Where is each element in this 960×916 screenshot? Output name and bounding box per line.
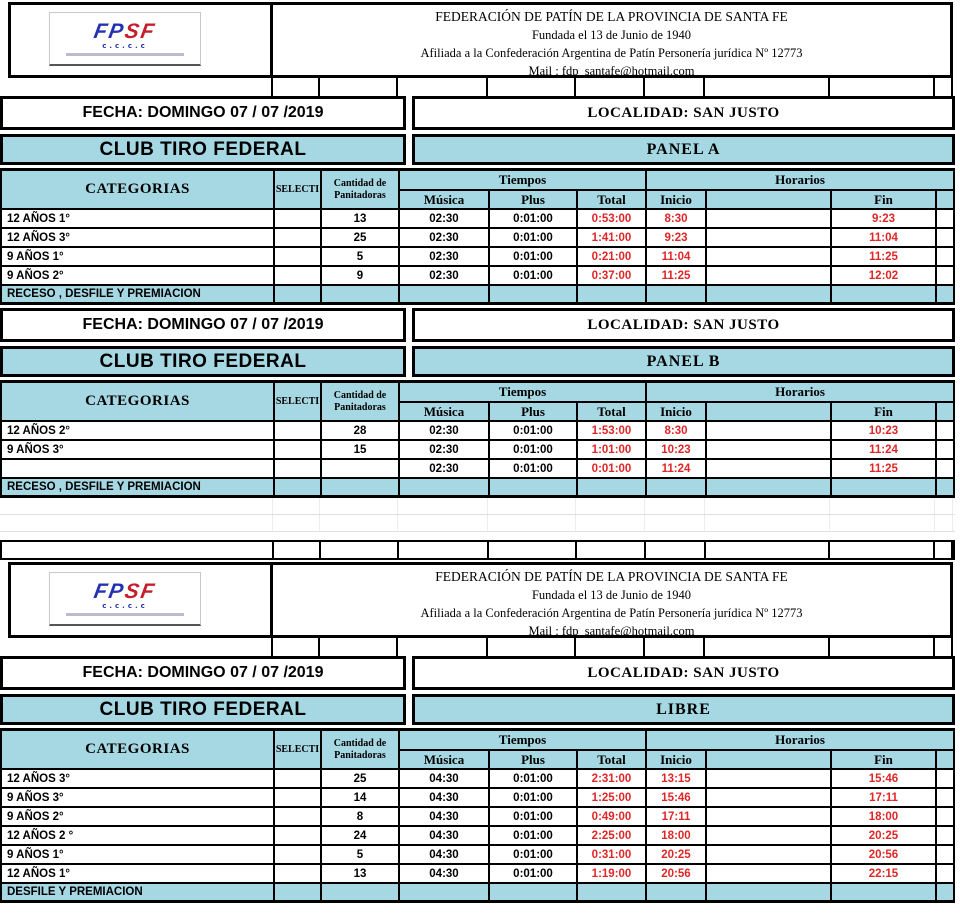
cell-blank [707, 422, 832, 439]
header-horarios: Horarios [647, 383, 955, 401]
cell-sliver [937, 229, 955, 246]
table-row [2, 248, 955, 267]
table-row [2, 865, 955, 884]
cell-fin: 10:23 [832, 422, 937, 439]
cell-musica: 02:30 [400, 229, 490, 246]
federation-header [273, 5, 950, 78]
cell-musica: 02:30 [400, 248, 490, 265]
cell-blank [707, 770, 832, 787]
section-footer-row [2, 286, 955, 305]
cell-select [275, 422, 322, 439]
cell-cantidad: 5 [322, 248, 400, 265]
cell-fin: 11:04 [832, 229, 937, 246]
cell-blank [707, 865, 832, 882]
header-select: SELECTI [275, 383, 322, 420]
founded-line: Fundada el 13 de Junio de 1940 [531, 28, 691, 42]
cell-select [275, 827, 322, 844]
cell-musica: 02:30 [400, 441, 490, 458]
panel-title: PANEL B [412, 346, 955, 377]
cell-blank [707, 789, 832, 806]
header-tiempos: Tiempos [400, 171, 647, 189]
cell-blank [707, 248, 832, 265]
affiliation-line: Afiliada a la Confederación Argentina de Patín Personería jurídica Nº 12773 [420, 46, 803, 60]
cell-plus: 0:01:00 [490, 229, 578, 246]
cell-total: 0:31:00 [578, 846, 647, 863]
header-musica: Música [400, 403, 490, 420]
cell-blank [707, 827, 832, 844]
header-fin: Fin [832, 191, 937, 208]
header-select: SELECTI [275, 731, 322, 768]
table-row [2, 267, 955, 286]
cell-total: 2:25:00 [578, 827, 647, 844]
cell-sliver [937, 789, 955, 806]
founded-line: Fundada el 13 de Junio de 1940 [531, 588, 691, 602]
cell-inicio: 8:30 [647, 422, 707, 439]
cell-blank [707, 460, 832, 477]
cell-sliver [937, 248, 955, 265]
cell-blank [707, 441, 832, 458]
cell-cantidad: 15 [322, 441, 400, 458]
section-panel-a [0, 96, 960, 305]
cell-categoria: 9 AÑOS 3° [2, 789, 275, 806]
cell-total: 1:01:00 [578, 441, 647, 458]
header-fin: Fin [832, 751, 937, 768]
schedule-table [0, 380, 955, 498]
cell-sliver [937, 441, 955, 458]
header-total: Total [578, 751, 647, 768]
footer-label: RECESO , DESFILE Y PREMIACION [2, 286, 275, 302]
cell-musica: 04:30 [400, 865, 490, 882]
cell-select [275, 229, 322, 246]
table-header [2, 731, 955, 770]
cell-fin: 12:02 [832, 267, 937, 284]
table-row [2, 789, 955, 808]
cell-categoria: 9 AÑOS 2° [2, 808, 275, 825]
cell-inicio: 20:56 [647, 865, 707, 882]
header-sliver [937, 403, 955, 420]
cell-total: 1:53:00 [578, 422, 647, 439]
cell-categoria [2, 460, 275, 477]
fpsf-logo-subtext: c.c.c.c [102, 601, 148, 610]
cell-fin: 18:00 [832, 808, 937, 825]
panel-title: PANEL A [412, 134, 955, 165]
cell-inicio: 11:25 [647, 267, 707, 284]
cell-plus: 0:01:00 [490, 827, 578, 844]
cell-inicio: 11:04 [647, 248, 707, 265]
table-row [2, 210, 955, 229]
grid-spacer-row [0, 638, 955, 656]
cell-plus: 0:01:00 [490, 422, 578, 439]
header-total: Total [578, 403, 647, 420]
cell-sliver [937, 210, 955, 227]
cell-musica: 02:30 [400, 267, 490, 284]
cell-fin: 22:15 [832, 865, 937, 882]
letterhead [8, 562, 953, 638]
cell-plus: 0:01:00 [490, 248, 578, 265]
cell-inicio: 13:15 [647, 770, 707, 787]
header-cantidad: Cantidad de Panitadoras [322, 731, 400, 768]
table-header [2, 171, 955, 210]
section-footer-row [2, 479, 955, 498]
cell-plus: 0:01:00 [490, 441, 578, 458]
header-musica: Música [400, 191, 490, 208]
cell-select [275, 789, 322, 806]
cell-categoria: 9 AÑOS 3° [2, 441, 275, 458]
affiliation-line: Afiliada a la Confederación Argentina de Patín Personería jurídica Nº 12773 [420, 606, 803, 620]
cell-cantidad: 13 [322, 865, 400, 882]
table-row [2, 460, 955, 479]
logo-cell [11, 5, 273, 75]
cell-select [275, 846, 322, 863]
header-cantidad: Cantidad de Panitadoras [322, 171, 400, 208]
club-cell: CLUB TIRO FEDERAL [0, 346, 406, 377]
cell-inicio: 17:11 [647, 808, 707, 825]
header-categorias: CATEGORIAS [2, 383, 275, 420]
mail-line: Mail : fdp_santafe@hotmail.com [528, 624, 695, 638]
cell-cantidad: 14 [322, 789, 400, 806]
section-libre [0, 656, 960, 903]
fpsf-logo-tagline [66, 613, 184, 616]
cell-fin: 11:25 [832, 460, 937, 477]
cell-categoria: 12 AÑOS 2° [2, 422, 275, 439]
cell-total: 2:31:00 [578, 770, 647, 787]
cell-blank [707, 210, 832, 227]
header-categorias: CATEGORIAS [2, 731, 275, 768]
club-cell: CLUB TIRO FEDERAL [0, 694, 406, 725]
fpsf-logo [49, 572, 201, 626]
cell-blank [707, 808, 832, 825]
table-row [2, 229, 955, 248]
cell-sliver [937, 865, 955, 882]
federation-name: FEDERACIÓN DE PATÍN DE LA PROVINCIA DE SANTA FE [435, 9, 788, 24]
letterhead [8, 2, 953, 78]
cell-plus: 0:01:00 [490, 210, 578, 227]
cell-select [275, 441, 322, 458]
table-header [2, 383, 955, 422]
cell-fin: 17:11 [832, 789, 937, 806]
cell-select [275, 808, 322, 825]
cell-categoria: 9 AÑOS 1° [2, 846, 275, 863]
cell-total: 0:21:00 [578, 248, 647, 265]
cell-cantidad: 28 [322, 422, 400, 439]
cell-total: 0:49:00 [578, 808, 647, 825]
cell-categoria: 12 AÑOS 3° [2, 770, 275, 787]
empty-spreadsheet-row [0, 498, 955, 515]
cell-sliver [937, 827, 955, 844]
federation-header [273, 565, 950, 638]
header-plus: Plus [490, 191, 578, 208]
cell-plus: 0:01:00 [490, 808, 578, 825]
footer-label: DESFILE Y PREMIACION [2, 884, 275, 900]
mail-line: Mail : fdp_santafe@hotmail.com [528, 64, 695, 78]
cell-inicio: 15:46 [647, 789, 707, 806]
fecha-cell: FECHA: DOMINGO 07 / 07 /2019 [0, 308, 406, 342]
header-tiempos: Tiempos [400, 383, 647, 401]
cell-blank [707, 267, 832, 284]
header-horarios: Horarios [647, 731, 955, 749]
cell-categoria: 9 AÑOS 2° [2, 267, 275, 284]
localidad-cell: LOCALIDAD: SAN JUSTO [412, 656, 955, 690]
cell-sliver [937, 770, 955, 787]
cell-select [275, 460, 322, 477]
cell-cantidad: 24 [322, 827, 400, 844]
cell-inicio: 20:25 [647, 846, 707, 863]
header-categorias: CATEGORIAS [2, 171, 275, 208]
cell-cantidad: 5 [322, 846, 400, 863]
fecha-cell: FECHA: DOMINGO 07 / 07 /2019 [0, 96, 406, 130]
fpsf-logo-text: FPSF [92, 19, 158, 43]
cell-blank [707, 846, 832, 863]
cell-fin: 20:25 [832, 827, 937, 844]
cell-sliver [937, 422, 955, 439]
cell-plus: 0:01:00 [490, 865, 578, 882]
header-blank [707, 191, 832, 208]
cell-total: 0:37:00 [578, 267, 647, 284]
header-blank [707, 403, 832, 420]
schedule-document [0, 2, 960, 916]
cell-musica: 04:30 [400, 770, 490, 787]
cell-fin: 11:24 [832, 441, 937, 458]
header-fin: Fin [832, 403, 937, 420]
cell-plus: 0:01:00 [490, 770, 578, 787]
cell-select [275, 267, 322, 284]
grid-spacer-row [0, 78, 955, 96]
table-row [2, 770, 955, 789]
cell-total: 1:19:00 [578, 865, 647, 882]
table-row [2, 808, 955, 827]
cell-select [275, 770, 322, 787]
cell-categoria: 12 AÑOS 3° [2, 229, 275, 246]
localidad-cell: LOCALIDAD: SAN JUSTO [412, 96, 955, 130]
cell-fin: 11:25 [832, 248, 937, 265]
cell-plus: 0:01:00 [490, 267, 578, 284]
header-sliver [937, 751, 955, 768]
empty-spreadsheet-row [0, 515, 955, 532]
cell-categoria: 9 AÑOS 1° [2, 248, 275, 265]
cell-sliver [937, 846, 955, 863]
fpsf-logo-subtext: c.c.c.c [102, 41, 148, 50]
footer-label: RECESO , DESFILE Y PREMIACION [2, 479, 275, 495]
cell-select [275, 210, 322, 227]
header-horarios: Horarios [647, 171, 955, 189]
localidad-cell: LOCALIDAD: SAN JUSTO [412, 308, 955, 342]
header-musica: Música [400, 751, 490, 768]
cell-inicio: 11:24 [647, 460, 707, 477]
cell-sliver [937, 808, 955, 825]
cell-cantidad: 25 [322, 229, 400, 246]
header-select: SELECTI [275, 171, 322, 208]
fpsf-logo [49, 12, 201, 66]
header-inicio: Inicio [647, 191, 707, 208]
cell-cantidad: 8 [322, 808, 400, 825]
cell-inicio: 18:00 [647, 827, 707, 844]
table-row [2, 441, 955, 460]
club-cell: CLUB TIRO FEDERAL [0, 134, 406, 165]
schedule-table [0, 728, 955, 903]
cell-sliver [937, 267, 955, 284]
cell-blank [707, 229, 832, 246]
cell-cantidad [322, 460, 400, 477]
cell-musica: 02:30 [400, 210, 490, 227]
header-plus: Plus [490, 751, 578, 768]
header-inicio: Inicio [647, 751, 707, 768]
section-panel-b [0, 308, 960, 498]
cell-fin: 20:56 [832, 846, 937, 863]
fpsf-logo-text: FPSF [92, 579, 158, 603]
cell-total: 0:01:00 [578, 460, 647, 477]
section-footer-row [2, 884, 955, 903]
cell-musica: 04:30 [400, 789, 490, 806]
cell-total: 1:41:00 [578, 229, 647, 246]
header-plus: Plus [490, 403, 578, 420]
cell-inicio: 10:23 [647, 441, 707, 458]
cell-categoria: 12 AÑOS 2 ° [2, 827, 275, 844]
header-sliver [937, 191, 955, 208]
header-tiempos: Tiempos [400, 731, 647, 749]
cell-categoria: 12 AÑOS 1° [2, 210, 275, 227]
cell-cantidad: 9 [322, 267, 400, 284]
cell-categoria: 12 AÑOS 1° [2, 865, 275, 882]
cell-plus: 0:01:00 [490, 846, 578, 863]
cell-fin: 9:23 [832, 210, 937, 227]
cell-sliver [937, 460, 955, 477]
cell-musica: 04:30 [400, 827, 490, 844]
header-inicio: Inicio [647, 403, 707, 420]
cell-total: 0:53:00 [578, 210, 647, 227]
header-blank [707, 751, 832, 768]
header-total: Total [578, 191, 647, 208]
fpsf-logo-tagline [66, 53, 184, 56]
header-cantidad: Cantidad de Panitadoras [322, 383, 400, 420]
cell-musica: 04:30 [400, 808, 490, 825]
cell-inicio: 9:23 [647, 229, 707, 246]
cell-cantidad: 25 [322, 770, 400, 787]
table-row [2, 827, 955, 846]
empty-bordered-row [0, 540, 955, 560]
cell-total: 1:25:00 [578, 789, 647, 806]
panel-title: LIBRE [412, 694, 955, 725]
table-row [2, 422, 955, 441]
cell-plus: 0:01:00 [490, 460, 578, 477]
cell-select [275, 248, 322, 265]
federation-name: FEDERACIÓN DE PATÍN DE LA PROVINCIA DE SANTA FE [435, 569, 788, 584]
table-row [2, 846, 955, 865]
cell-inicio: 8:30 [647, 210, 707, 227]
cell-plus: 0:01:00 [490, 789, 578, 806]
fecha-cell: FECHA: DOMINGO 07 / 07 /2019 [0, 656, 406, 690]
logo-cell [11, 565, 273, 635]
schedule-table [0, 168, 955, 305]
cell-select [275, 865, 322, 882]
cell-cantidad: 13 [322, 210, 400, 227]
cell-musica: 02:30 [400, 422, 490, 439]
cell-musica: 02:30 [400, 460, 490, 477]
cell-musica: 04:30 [400, 846, 490, 863]
cell-fin: 15:46 [832, 770, 937, 787]
